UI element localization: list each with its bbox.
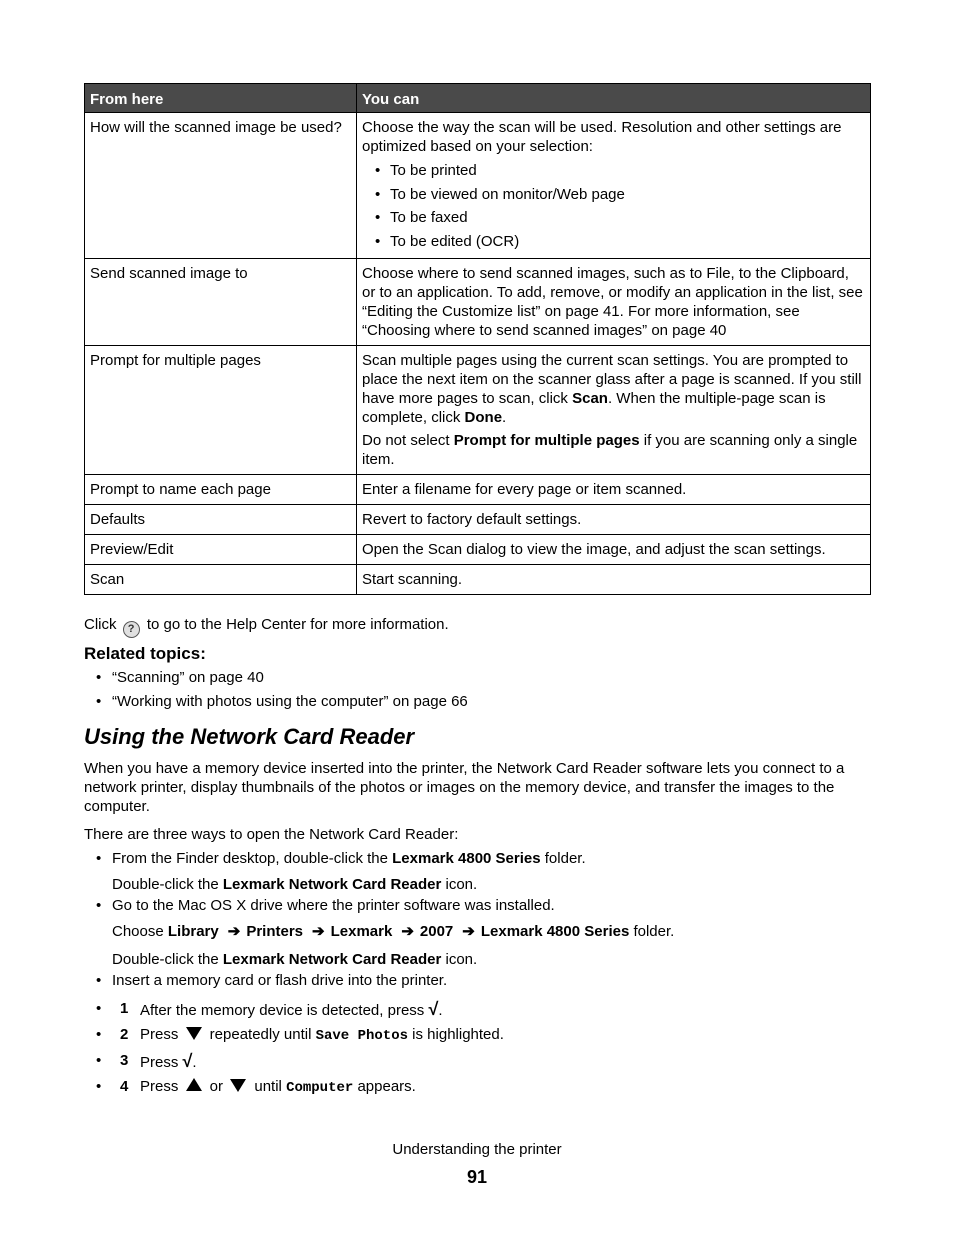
text-run: Press: [140, 1026, 183, 1043]
section-intro: When you have a memory device inserted into the printer, the Network Card Reader software lets you connect to a network printer, display thumbnails of the photos or images on the memory device, and transfer the images to the computer.: [84, 760, 845, 815]
text-run: . When the multiple-page scan is complete, click: [362, 390, 826, 426]
text-run: folder.: [629, 923, 675, 940]
text-run: if you are scanning only a single item.: [362, 432, 858, 468]
table-row: [85, 113, 871, 259]
text-run: .: [192, 1054, 197, 1071]
checkmark-icon: √: [182, 1051, 193, 1071]
page-content: [84, 83, 871, 1096]
text-run: Click: [84, 616, 117, 633]
way-substep: [84, 950, 871, 969]
page-number: 91: [466, 1167, 488, 1187]
text-run: Choose: [112, 923, 168, 940]
text-run: or: [205, 1078, 228, 1095]
ways-list: [84, 847, 871, 1100]
table-cell-can: Start scanning.: [357, 565, 871, 595]
text-run: folder.: [540, 850, 586, 867]
arrow-up-icon: [186, 1078, 202, 1091]
column-header: You can: [357, 84, 871, 113]
table-row: [85, 505, 871, 535]
table-cell-from: Scan: [85, 565, 357, 595]
section-title: Using the Network Card Reader: [84, 724, 415, 749]
step: [84, 1048, 871, 1074]
way-item: [84, 894, 871, 917]
table-cell-can: Choose where to send scanned images, such as to File, to the Clipboard, or to an application. To add, remove, or modify an application in the list, see “Editing the Customize list” on page 41. For more information, see “Choosing where to send scanned images” on page 40: [357, 259, 871, 346]
related-link[interactable]: • “Working with photos using the computer” on page 66: [84, 690, 468, 714]
options-table: [84, 83, 871, 595]
text-run: Double-click the: [112, 876, 223, 893]
table-row: [85, 259, 871, 346]
path-segment: Lexmark: [330, 923, 393, 940]
table-cell-from: Prompt to name each page: [85, 475, 357, 505]
arrow-right-icon: ➔: [312, 923, 325, 940]
prompt-term: Prompt for multiple pages: [453, 432, 640, 449]
text-run: icon.: [441, 876, 478, 893]
table-header-row: [85, 84, 871, 113]
help-icon: ?: [123, 621, 140, 638]
step-number: • 4: [120, 1078, 129, 1095]
numbered-steps: [84, 996, 871, 1100]
table-cell-from: How will the scanned image be used?: [85, 113, 357, 259]
cell-text: Choose the way the scan will be used. Resolution and other settings are optimized based on your selection:: [362, 119, 842, 155]
app-name: Lexmark Network Card Reader: [222, 951, 442, 968]
table-cell-from: Send scanned image to: [85, 259, 357, 346]
table-cell-can: [357, 346, 871, 475]
footer-chapter: Understanding the printer: [392, 1141, 562, 1158]
folder-name: Lexmark 4800 Series: [392, 850, 541, 867]
path-segment: Printers: [246, 923, 304, 940]
table-row: [85, 475, 871, 505]
text-run: From the Finder desktop, double-click the: [112, 850, 393, 867]
table-row: [85, 535, 871, 565]
path-instruction: [84, 922, 871, 941]
text-run: icon.: [441, 951, 478, 968]
table-cell-can: [357, 113, 871, 259]
related-topics-list: [84, 666, 468, 714]
table-row: [85, 346, 871, 475]
display-text: Save Photos: [315, 1028, 409, 1044]
path-segment: Lexmark 4800 Series: [480, 923, 630, 940]
table-row: [85, 565, 871, 595]
table-cell-can: Open the Scan dialog to view the image, and adjust the scan settings.: [357, 535, 871, 565]
column-header: From here: [85, 84, 357, 113]
text-run: Scan multiple pages using the current scan settings. You are prompted to place the next item on the scanner glass after a page is scanned. If you still have more pages to scan, click: [362, 352, 862, 407]
text-run: Insert a memory card or flash drive into the printer.: [112, 972, 448, 989]
step-number: • 2: [120, 1026, 129, 1043]
way-item: [84, 969, 871, 992]
help-center-line: [84, 615, 449, 638]
text-run: is highlighted.: [408, 1026, 504, 1043]
related-link[interactable]: • “Scanning” on page 40: [84, 666, 468, 690]
text-run: After the memory device is detected, press: [140, 1002, 429, 1019]
display-text: Computer: [286, 1080, 354, 1096]
text-run: to go to the Help Center for more information.: [142, 616, 449, 633]
table-cell-from: Preview/Edit: [85, 535, 357, 565]
step-number: • 3: [120, 1052, 129, 1069]
arrow-right-icon: ➔: [227, 923, 241, 940]
text-run: Double-click the: [112, 951, 223, 968]
step: [84, 1074, 871, 1100]
text-run: .: [438, 1002, 443, 1019]
checkmark-icon: √: [428, 999, 439, 1019]
table-cell-can: Revert to factory default settings.: [357, 505, 871, 535]
arrow-down-icon: [230, 1079, 246, 1092]
text-run: Press: [140, 1054, 183, 1071]
table-cell-can: Enter a filename for every page or item scanned.: [357, 475, 871, 505]
arrow-right-icon: ➔: [462, 923, 475, 940]
step: [84, 1022, 871, 1048]
cell-text: [362, 351, 865, 427]
table-cell-from: Defaults: [85, 505, 357, 535]
text-run: until: [250, 1078, 287, 1095]
list-item: • To be viewed on monitor/Web page: [375, 183, 865, 207]
app-name: Lexmark Network Card Reader: [222, 876, 442, 893]
text-run: .: [502, 409, 507, 426]
text-run: Go to the Mac OS X drive where the printer software was installed.: [112, 897, 555, 914]
scan-term: Scan: [572, 390, 608, 407]
option-list: [362, 159, 865, 253]
list-item: • To be edited (OCR): [375, 230, 865, 254]
path-segment: Library: [167, 923, 219, 940]
arrow-right-icon: ➔: [401, 923, 414, 940]
arrow-down-icon: [186, 1027, 202, 1040]
text-run: Do not select: [362, 432, 454, 449]
cell-text: [362, 431, 865, 469]
way-item: [84, 847, 871, 870]
related-topics-heading: Related topics:: [84, 644, 206, 663]
path-segment: 2007: [419, 923, 454, 940]
ways-intro: There are three ways to open the Network Card Reader:: [84, 826, 459, 843]
way-substep: [84, 875, 871, 894]
step: [84, 996, 871, 1022]
text-run: Press: [140, 1078, 183, 1095]
done-term: Done: [464, 409, 503, 426]
list-item: • To be faxed: [375, 206, 865, 230]
text-run: repeatedly until: [205, 1026, 316, 1043]
list-item: • To be printed: [375, 159, 865, 183]
step-number: • 1: [120, 1000, 129, 1017]
table-cell-from: Prompt for multiple pages: [85, 346, 357, 475]
text-run: appears.: [353, 1078, 416, 1095]
